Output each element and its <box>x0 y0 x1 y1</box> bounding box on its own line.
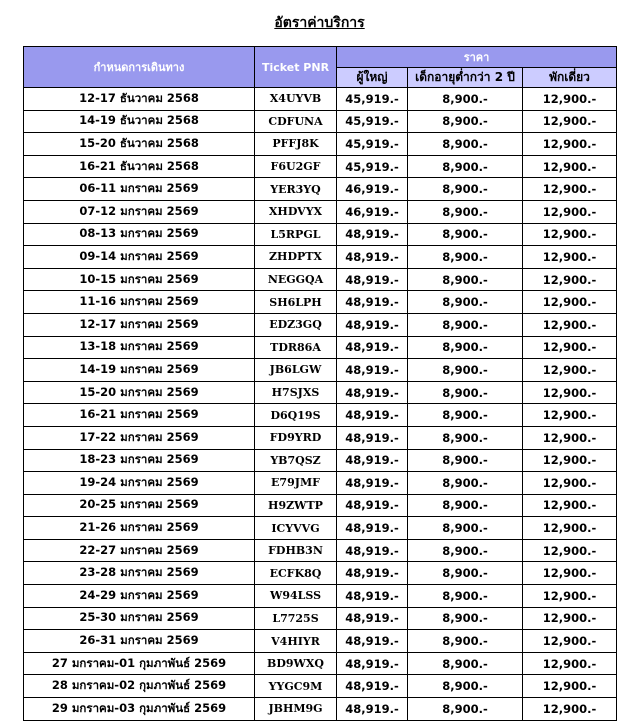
cell-ticket-pnr: TDR86A <box>255 336 337 359</box>
table-row <box>24 246 617 269</box>
cell-travel-date: 25-30 มกราคม 2569 <box>24 607 255 630</box>
cell-travel-date: 13-18 มกราคม 2569 <box>24 336 255 359</box>
cell-child-price: 8,900.- <box>408 539 523 562</box>
cell-ticket-pnr: CDFUNA <box>255 110 337 133</box>
cell-ticket-pnr: ICYVVG <box>255 517 337 540</box>
cell-adult-price: 45,919.- <box>337 155 408 178</box>
cell-adult-price: 48,919.- <box>337 494 408 517</box>
cell-adult-price: 46,919.- <box>337 178 408 201</box>
cell-adult-price: 48,919.- <box>337 381 408 404</box>
cell-single-supplement: 12,900.- <box>523 359 617 382</box>
table-row <box>24 675 617 698</box>
table-row <box>24 494 617 517</box>
cell-single-supplement: 12,900.- <box>523 449 617 472</box>
cell-child-price: 8,900.- <box>408 630 523 653</box>
cell-child-price: 8,900.- <box>408 472 523 495</box>
table-row <box>24 607 617 630</box>
cell-ticket-pnr: BD9WXQ <box>255 652 337 675</box>
cell-ticket-pnr: FDHB3N <box>255 539 337 562</box>
cell-child-price: 8,900.- <box>408 494 523 517</box>
cell-child-price: 8,900.- <box>408 359 523 382</box>
cell-single-supplement: 12,900.- <box>523 291 617 314</box>
cell-travel-date: 22-27 มกราคม 2569 <box>24 539 255 562</box>
cell-single-supplement: 12,900.- <box>523 539 617 562</box>
cell-travel-date: 28 มกราคม-02 กุมภาพันธ์ 2569 <box>24 675 255 698</box>
cell-single-supplement: 12,900.- <box>523 246 617 269</box>
cell-adult-price: 48,919.- <box>337 472 408 495</box>
cell-travel-date: 23-28 มกราคม 2569 <box>24 562 255 585</box>
cell-child-price: 8,900.- <box>408 698 523 721</box>
cell-single-supplement: 12,900.- <box>523 404 617 427</box>
cell-adult-price: 48,919.- <box>337 246 408 269</box>
cell-adult-price: 48,919.- <box>337 607 408 630</box>
cell-travel-date: 14-19 มกราคม 2569 <box>24 359 255 382</box>
table-row <box>24 426 617 449</box>
cell-adult-price: 48,919.- <box>337 291 408 314</box>
cell-travel-date: 26-31 มกราคม 2569 <box>24 630 255 653</box>
table-row <box>24 381 617 404</box>
cell-single-supplement: 12,900.- <box>523 223 617 246</box>
cell-adult-price: 48,919.- <box>337 698 408 721</box>
header-child: เด็กอายุต่ำกว่า 2 ปี <box>408 68 523 88</box>
table-row <box>24 200 617 223</box>
table-row <box>24 652 617 675</box>
cell-child-price: 8,900.- <box>408 517 523 540</box>
cell-adult-price: 48,919.- <box>337 539 408 562</box>
cell-adult-price: 48,919.- <box>337 585 408 608</box>
cell-single-supplement: 12,900.- <box>523 313 617 336</box>
cell-ticket-pnr: D6Q19S <box>255 404 337 427</box>
cell-adult-price: 48,919.- <box>337 359 408 382</box>
cell-adult-price: 46,919.- <box>337 200 408 223</box>
table-row <box>24 155 617 178</box>
cell-child-price: 8,900.- <box>408 607 523 630</box>
cell-single-supplement: 12,900.- <box>523 698 617 721</box>
cell-travel-date: 07-12 มกราคม 2569 <box>24 200 255 223</box>
cell-travel-date: 10-15 มกราคม 2569 <box>24 268 255 291</box>
cell-ticket-pnr: YB7QSZ <box>255 449 337 472</box>
table-row <box>24 449 617 472</box>
cell-child-price: 8,900.- <box>408 110 523 133</box>
cell-ticket-pnr: EDZ3GQ <box>255 313 337 336</box>
cell-single-supplement: 12,900.- <box>523 652 617 675</box>
cell-child-price: 8,900.- <box>408 178 523 201</box>
table-row <box>24 404 617 427</box>
cell-ticket-pnr: ECFK8Q <box>255 562 337 585</box>
cell-child-price: 8,900.- <box>408 404 523 427</box>
cell-ticket-pnr: X4UYVB <box>255 88 337 111</box>
table-row <box>24 359 617 382</box>
header-ticket-pnr: Ticket PNR <box>255 47 337 88</box>
header-travel-date: กำหนดการเดินทาง <box>24 47 255 88</box>
cell-single-supplement: 12,900.- <box>523 562 617 585</box>
page-title: อัตราค่าบริการ <box>274 15 365 31</box>
cell-child-price: 8,900.- <box>408 585 523 608</box>
cell-ticket-pnr: W94LSS <box>255 585 337 608</box>
table-row <box>24 178 617 201</box>
cell-single-supplement: 12,900.- <box>523 607 617 630</box>
cell-single-supplement: 12,900.- <box>523 426 617 449</box>
cell-child-price: 8,900.- <box>408 675 523 698</box>
cell-adult-price: 45,919.- <box>337 88 408 111</box>
cell-travel-date: 20-25 มกราคม 2569 <box>24 494 255 517</box>
cell-single-supplement: 12,900.- <box>523 517 617 540</box>
cell-adult-price: 45,919.- <box>337 110 408 133</box>
cell-child-price: 8,900.- <box>408 336 523 359</box>
cell-adult-price: 48,919.- <box>337 336 408 359</box>
cell-travel-date: 11-16 มกราคม 2569 <box>24 291 255 314</box>
cell-ticket-pnr: L7725S <box>255 607 337 630</box>
cell-child-price: 8,900.- <box>408 155 523 178</box>
cell-single-supplement: 12,900.- <box>523 268 617 291</box>
cell-ticket-pnr: YER3YQ <box>255 178 337 201</box>
cell-single-supplement: 12,900.- <box>523 155 617 178</box>
cell-ticket-pnr: SH6LPH <box>255 291 337 314</box>
cell-adult-price: 48,919.- <box>337 404 408 427</box>
table-row <box>24 630 617 653</box>
table-row <box>24 562 617 585</box>
cell-single-supplement: 12,900.- <box>523 200 617 223</box>
cell-ticket-pnr: PFFJ8K <box>255 133 337 156</box>
table-row <box>24 336 617 359</box>
cell-child-price: 8,900.- <box>408 449 523 472</box>
cell-travel-date: 12-17 มกราคม 2569 <box>24 313 255 336</box>
cell-adult-price: 48,919.- <box>337 426 408 449</box>
table-row <box>24 313 617 336</box>
cell-single-supplement: 12,900.- <box>523 472 617 495</box>
cell-ticket-pnr: F6U2GF <box>255 155 337 178</box>
cell-travel-date: 17-22 มกราคม 2569 <box>24 426 255 449</box>
cell-travel-date: 06-11 มกราคม 2569 <box>24 178 255 201</box>
table-row <box>24 110 617 133</box>
cell-adult-price: 48,919.- <box>337 313 408 336</box>
header-adult: ผู้ใหญ่ <box>337 68 408 88</box>
cell-ticket-pnr: V4HIYR <box>255 630 337 653</box>
cell-single-supplement: 12,900.- <box>523 675 617 698</box>
cell-child-price: 8,900.- <box>408 291 523 314</box>
cell-ticket-pnr: L5RPGL <box>255 223 337 246</box>
cell-travel-date: 16-21 มกราคม 2569 <box>24 404 255 427</box>
cell-adult-price: 48,919.- <box>337 652 408 675</box>
cell-ticket-pnr: H9ZWTP <box>255 494 337 517</box>
cell-travel-date: 09-14 มกราคม 2569 <box>24 246 255 269</box>
cell-ticket-pnr: NEGGQA <box>255 268 337 291</box>
cell-ticket-pnr: JBHM9G <box>255 698 337 721</box>
cell-ticket-pnr: FD9YRD <box>255 426 337 449</box>
cell-ticket-pnr: H7SJXS <box>255 381 337 404</box>
cell-adult-price: 48,919.- <box>337 223 408 246</box>
cell-child-price: 8,900.- <box>408 381 523 404</box>
cell-ticket-pnr: ZHDPTX <box>255 246 337 269</box>
cell-travel-date: 15-20 มกราคม 2569 <box>24 381 255 404</box>
cell-single-supplement: 12,900.- <box>523 133 617 156</box>
table-row <box>24 291 617 314</box>
cell-child-price: 8,900.- <box>408 268 523 291</box>
cell-travel-date: 18-23 มกราคม 2569 <box>24 449 255 472</box>
cell-travel-date: 29 มกราคม-03 กุมภาพันธ์ 2569 <box>24 698 255 721</box>
cell-adult-price: 48,919.- <box>337 517 408 540</box>
cell-child-price: 8,900.- <box>408 246 523 269</box>
cell-child-price: 8,900.- <box>408 133 523 156</box>
cell-travel-date: 19-24 มกราคม 2569 <box>24 472 255 495</box>
table-row <box>24 472 617 495</box>
cell-single-supplement: 12,900.- <box>523 110 617 133</box>
cell-ticket-pnr: XHDVYX <box>255 200 337 223</box>
cell-travel-date: 27 มกราคม-01 กุมภาพันธ์ 2569 <box>24 652 255 675</box>
cell-single-supplement: 12,900.- <box>523 178 617 201</box>
cell-travel-date: 14-19 ธันวาคม 2568 <box>24 110 255 133</box>
cell-child-price: 8,900.- <box>408 88 523 111</box>
table-row <box>24 698 617 721</box>
cell-child-price: 8,900.- <box>408 200 523 223</box>
cell-child-price: 8,900.- <box>408 313 523 336</box>
cell-adult-price: 45,919.- <box>337 133 408 156</box>
header-price: ราคา <box>337 47 617 68</box>
cell-ticket-pnr: E79JMF <box>255 472 337 495</box>
cell-travel-date: 12-17 ธันวาคม 2568 <box>24 88 255 111</box>
cell-single-supplement: 12,900.- <box>523 88 617 111</box>
cell-single-supplement: 12,900.- <box>523 630 617 653</box>
cell-adult-price: 48,919.- <box>337 630 408 653</box>
cell-single-supplement: 12,900.- <box>523 585 617 608</box>
table-row <box>24 585 617 608</box>
cell-travel-date: 08-13 มกราคม 2569 <box>24 223 255 246</box>
cell-single-supplement: 12,900.- <box>523 494 617 517</box>
table-row <box>24 268 617 291</box>
table-row <box>24 517 617 540</box>
cell-adult-price: 48,919.- <box>337 562 408 585</box>
table-row <box>24 88 617 111</box>
cell-travel-date: 24-29 มกราคม 2569 <box>24 585 255 608</box>
cell-travel-date: 16-21 ธันวาคม 2568 <box>24 155 255 178</box>
cell-child-price: 8,900.- <box>408 562 523 585</box>
cell-child-price: 8,900.- <box>408 652 523 675</box>
cell-single-supplement: 12,900.- <box>523 336 617 359</box>
table-row <box>24 223 617 246</box>
cell-adult-price: 48,919.- <box>337 449 408 472</box>
cell-travel-date: 21-26 มกราคม 2569 <box>24 517 255 540</box>
cell-adult-price: 48,919.- <box>337 268 408 291</box>
cell-single-supplement: 12,900.- <box>523 381 617 404</box>
cell-ticket-pnr: YYGC9M <box>255 675 337 698</box>
cell-travel-date: 15-20 ธันวาคม 2568 <box>24 133 255 156</box>
cell-ticket-pnr: JB6LGW <box>255 359 337 382</box>
rate-table <box>23 46 617 721</box>
header-single: พักเดี่ยว <box>523 68 617 88</box>
table-body <box>24 88 617 721</box>
cell-child-price: 8,900.- <box>408 426 523 449</box>
table-row <box>24 539 617 562</box>
table-row <box>24 133 617 156</box>
cell-adult-price: 48,919.- <box>337 675 408 698</box>
cell-child-price: 8,900.- <box>408 223 523 246</box>
